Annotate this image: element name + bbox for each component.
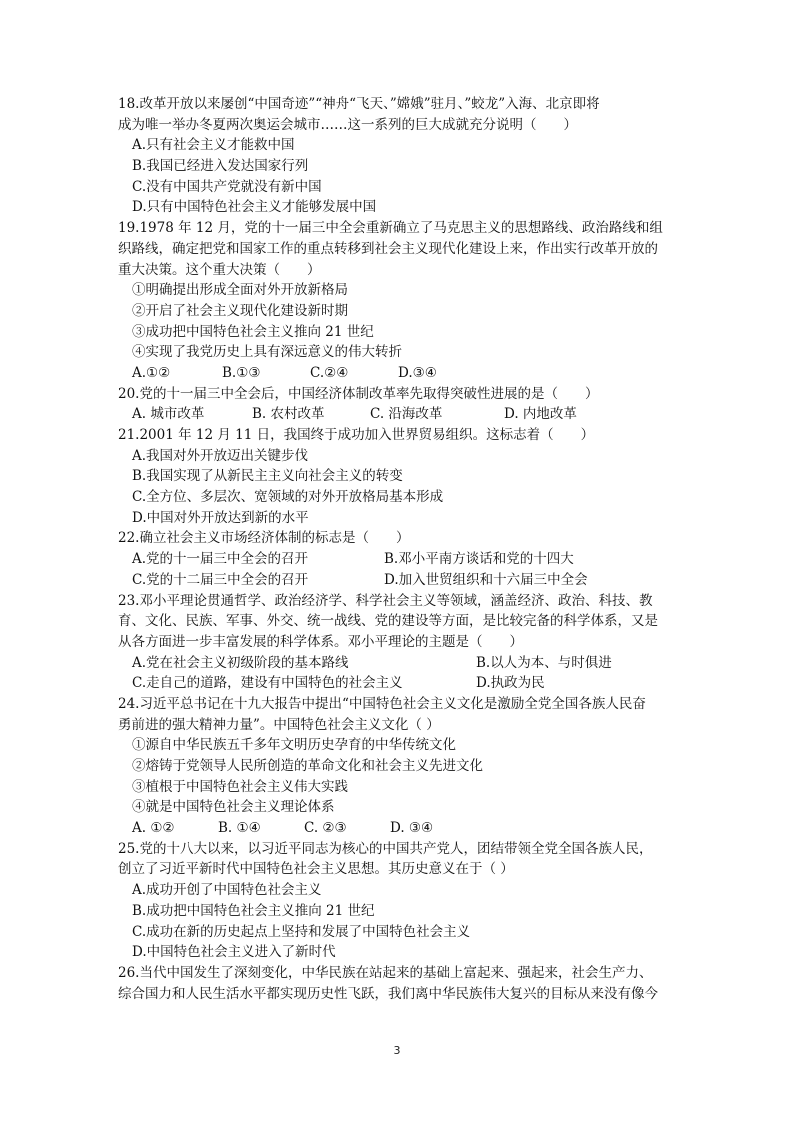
question-19-option-a: A.①② bbox=[132, 364, 171, 381]
question-24-statement-2: ②熔铸于党领导人民所创造的革命文化和社会主义先进文化 bbox=[132, 758, 483, 774]
question-24-stem-line-2: 勇前进的强大精神力量”。中国特色社会主义文化（ ） bbox=[118, 716, 440, 733]
question-22-option-c: C.党的十二届三中全会的召开 bbox=[132, 571, 309, 588]
question-26-stem-line-2: 综合国力和人民生活水平都实现历史性飞跃，我们离中华民族伟大复兴的目标从来没有像今 bbox=[118, 985, 658, 1002]
question-23-stem-line-3: 从各方面进一步丰富发展的科学体系。邓小平理论的主题是（ ） bbox=[118, 633, 523, 650]
question-25-option-a: A.成功开创了中国特色社会主义 bbox=[132, 882, 322, 899]
question-19-stem-line-2: 织路线，确定把党和国家工作的重点转移到社会主义现代化建设上来，作出实行改革开放的 bbox=[118, 240, 658, 257]
question-19-statement-4: ④实现了我党历史上具有深远意义的伟大转折 bbox=[132, 344, 402, 361]
question-26-stem-line-1: 26.当代中国发生了深刻变化，中华民族在站起来的基础上富起来、强起来，社会生产力、 bbox=[118, 964, 653, 981]
question-19-option-b: B.①③ bbox=[222, 364, 261, 381]
question-22-options-row-1 bbox=[118, 549, 683, 570]
question-24-option-b: B. ①④ bbox=[218, 820, 261, 837]
question-20-option-c: C. 沿海改革 bbox=[370, 406, 443, 423]
question-22-option-d: D.加入世贸组织和十六届三中全会 bbox=[384, 571, 588, 588]
question-23-stem-line-1: 23.邓小平理论贯通哲学、政治经济学、科学社会主义等领域，涵盖经济、政治、科技、教 bbox=[118, 592, 653, 609]
question-22-options-row-2 bbox=[118, 570, 683, 591]
question-22-option-b: B.邓小平南方谈话和党的十四大 bbox=[384, 551, 574, 568]
question-18-stem-line-1: 18.改革开放以来屡创“中国奇迹”“神舟“飞天、”嫦娥”驻月、”蛟龙”入海、北京即将 bbox=[118, 96, 600, 112]
question-list bbox=[118, 94, 683, 1004]
question-18-stem-line-2: 成为唯一举办冬夏两次奥运会城市……这一系列的巨大成就充分说明（ ） bbox=[118, 116, 577, 133]
question-21-stem: 21.2001 年 12 月 11 日，我国终于成功加入世界贸易组织。这标志着（ ） bbox=[118, 427, 595, 443]
question-24-statement-1: ①源自中华民族五千多年文明历史孕育的中华传统文化 bbox=[132, 737, 456, 754]
question-19-option-c: C.②④ bbox=[310, 364, 349, 381]
question-24-options bbox=[118, 818, 683, 839]
question-25-stem-line-2: 创立了习近平新时代中国特色社会主义思想。其历史意义在于（ ） bbox=[118, 861, 514, 878]
question-25-option-c: C.成功在新的历史起点上坚持和发展了中国特色社会主义 bbox=[132, 923, 471, 940]
question-20-stem: 20.党的十一届三中全会后，中国经济体制改革率先取得突破性进展的是（ ） bbox=[118, 385, 599, 402]
question-21-option-a: A.我国对外开放迈出关键步伐 bbox=[132, 447, 309, 464]
question-24-option-c: C. ②③ bbox=[304, 820, 347, 837]
question-19-statement-2: ②开启了社会主义现代化建设新时期 bbox=[132, 302, 348, 319]
question-19-options bbox=[118, 363, 683, 384]
question-24-statement-3: ③植根于中国特色社会主义伟大实践 bbox=[132, 778, 348, 795]
question-19-stem-line-1: 19.1978 年 12 月，党的十一届三中全会重新确立了马克思主义的思想路线、政治路线和组 bbox=[118, 220, 663, 237]
question-20-option-d: D. 内地改革 bbox=[504, 406, 577, 423]
question-20-option-b: B. 农村改革 bbox=[252, 406, 325, 423]
question-23-option-a: A.党在社会主义初级阶段的基本路线 bbox=[132, 654, 349, 671]
question-19-option-d: D.③④ bbox=[398, 364, 437, 381]
question-23-option-d: D.执政为民 bbox=[476, 675, 545, 692]
question-24-stem-line-1: 24.习近平总书记在十九大报告中提出“中国特色社会主义文化是激励全党全国各族人民奋 bbox=[118, 695, 646, 712]
question-21-option-c: C.全方位、多层次、宽领域的对外开放格局基本形成 bbox=[132, 489, 444, 506]
question-24-statement-4: ④就是中国特色社会主义理论体系 bbox=[132, 799, 335, 816]
question-24-option-a: A. ①② bbox=[132, 820, 175, 837]
question-25-option-b: B.成功把中国特色社会主义推向 21 世纪 bbox=[132, 902, 375, 919]
question-19-statement-3: ③成功把中国特色社会主义推向 21 世纪 bbox=[132, 323, 374, 340]
question-23-options-row-2 bbox=[118, 673, 683, 694]
question-18-option-d: D.只有中国特色社会主义才能够发展中国 bbox=[132, 199, 377, 216]
question-19-statement-1: ①明确提出形成全面对外开放新格局 bbox=[132, 282, 348, 299]
question-20-option-a: A. 城市改革 bbox=[132, 406, 205, 423]
question-21-option-d: D.中国对外开放达到新的水平 bbox=[132, 509, 309, 526]
question-21-option-b: B.我国实现了从新民主主义向社会主义的转变 bbox=[132, 468, 403, 485]
question-22-option-a: A.党的十一届三中全会的召开 bbox=[132, 551, 309, 568]
question-24-option-d: D. ③④ bbox=[390, 820, 434, 837]
question-22-stem: 22.确立社会主义市场经济体制的标志是（ ） bbox=[118, 530, 410, 547]
question-23-stem-line-2: 育、文化、民族、军事、外交、统一战线、党的建设等方面，是比较完备的科学体系，又是 bbox=[118, 613, 658, 630]
question-25-option-d: D.中国特色社会主义进入了新时代 bbox=[132, 944, 336, 961]
page-number: 3 bbox=[393, 1044, 401, 1057]
question-18-option-b: B.我国已经进入发达国家行列 bbox=[132, 158, 309, 175]
question-23-option-b: B.以人为本、与时俱进 bbox=[476, 654, 612, 671]
question-25-stem-line-1: 25.党的十八大以来，以习近平同志为核心的中国共产党人，团结带领全党全国各族人民， bbox=[118, 840, 653, 857]
question-19-stem-line-3: 重大决策。这个重大决策（ ） bbox=[118, 261, 321, 278]
question-18-option-a: A.只有社会主义才能救中国 bbox=[132, 137, 295, 154]
question-20-options bbox=[118, 404, 683, 425]
question-23-options-row-1 bbox=[118, 653, 683, 674]
question-23-option-c: C.走自己的道路，建设有中国特色的社会主义 bbox=[132, 675, 403, 692]
question-18-option-c: C.没有中国共产党就没有新中国 bbox=[132, 178, 322, 195]
